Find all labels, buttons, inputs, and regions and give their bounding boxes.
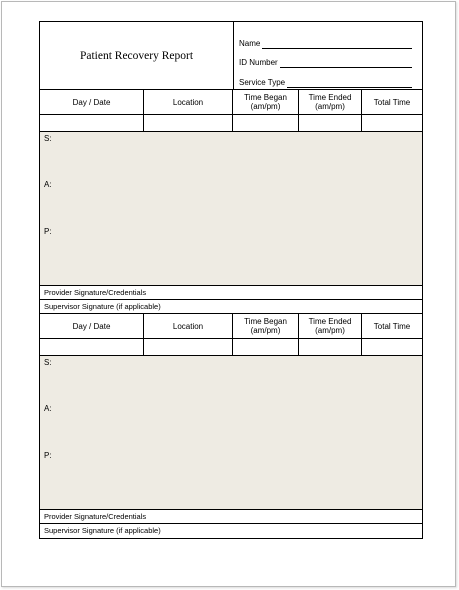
total-time-cell[interactable] [362,339,422,355]
supervisor-signature-row[interactable]: Supervisor Signature (if applicable) [44,526,161,535]
col-location: Location [144,314,233,338]
s-label: S: [44,358,52,367]
col-time-began: Time Began (am/pm) [233,314,299,338]
col-total-time: Total Time [373,97,411,107]
time-began-cell[interactable] [233,339,299,355]
recovery-report-form [39,21,423,539]
name-row [239,29,422,49]
s-label: S: [44,134,52,143]
time-began-cell[interactable] [233,115,299,131]
location-cell[interactable] [144,339,233,355]
column-header-row [40,90,422,115]
provider-signature-row[interactable]: Provider Signature/Credentials [40,510,422,524]
time-ended-cell[interactable] [299,115,362,131]
total-time-cell[interactable] [362,115,422,131]
col-day-date: Day / Date [40,90,144,114]
day-date-cell[interactable] [40,339,144,355]
supervisor-signature-row[interactable]: Supervisor Signature (if applicable) [40,300,422,314]
column-header-row [40,314,422,339]
form-title: Patient Recovery Report [40,22,234,89]
col-time-began: Time Began (am/pm) [233,90,299,114]
p-label: P: [44,227,52,236]
service-type-label: Service Type [239,77,286,87]
id-row [239,49,422,69]
a-label: A: [44,404,52,413]
service-row [239,68,422,88]
col-time-ended: Time Ended (am/pm) [299,90,362,114]
id-number-label: ID Number [239,58,278,67]
col-time-ended: Time Ended (am/pm) [299,314,362,338]
col-total-time: Total Time [373,321,411,331]
a-label: A: [44,180,52,189]
day-date-cell[interactable] [40,115,144,131]
entry-row [40,339,422,356]
service-type-field[interactable] [287,78,412,88]
patient-info [234,22,422,89]
name-field[interactable] [262,39,412,49]
id-number-field[interactable] [280,58,412,68]
name-label: Name [239,38,261,48]
time-ended-cell[interactable] [299,339,362,355]
entry-row [40,115,422,132]
provider-signature-row[interactable]: Provider Signature/Credentials [40,286,422,300]
soap-notes-area[interactable] [40,356,422,510]
soap-notes-area[interactable] [40,132,422,286]
form-header [40,22,422,90]
location-cell[interactable] [144,115,233,131]
col-location: Location [144,90,233,114]
col-day-date: Day / Date [40,314,144,338]
p-label: P: [44,451,52,460]
